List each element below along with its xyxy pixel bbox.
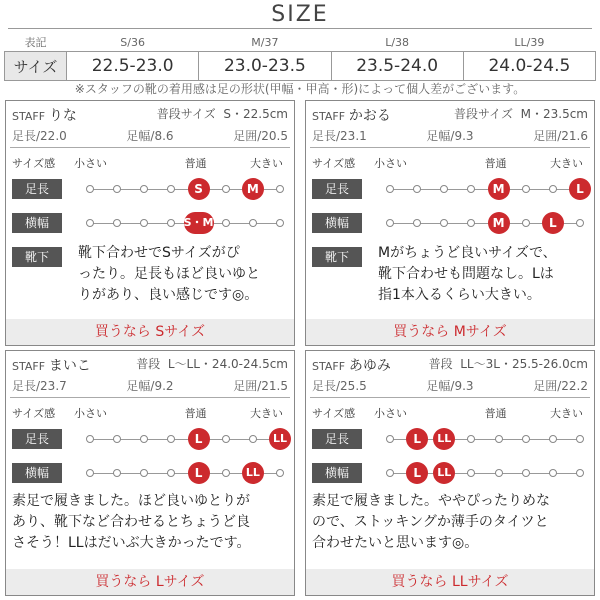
- purchase-verdict: 買うなら Mサイズ: [306, 319, 594, 345]
- scale-dot: [222, 435, 230, 443]
- scale-dot: [549, 469, 557, 477]
- fit-scale-header: [312, 155, 588, 169]
- scale-dot: [495, 435, 503, 443]
- scale-dot: [249, 435, 257, 443]
- scale-dot: [113, 219, 121, 227]
- staff-header: [12, 105, 288, 125]
- foot-width: 足幅/8.6: [126, 129, 174, 143]
- foot-width: 足幅/9.2: [126, 379, 174, 393]
- scale-dot: [413, 219, 421, 227]
- scale-dot: [549, 185, 557, 193]
- comment-line: Mがちょうど良いサイズで、: [378, 245, 557, 261]
- staff-comment: [378, 243, 590, 306]
- staff-card: [5, 100, 295, 346]
- page-title: SIZE: [271, 2, 329, 27]
- scale-dot: [222, 219, 230, 227]
- foot-width: 足幅/9.3: [426, 379, 474, 393]
- scale-small: 小さい: [74, 407, 107, 420]
- row-label-socks: 靴下: [312, 247, 362, 267]
- usual-size-label: 普段サイズ: [453, 107, 513, 121]
- card-divider: [310, 147, 590, 148]
- usual-size-value: M・23.5cm: [520, 107, 588, 121]
- usual-size: [454, 105, 588, 122]
- scale-dot: [467, 219, 475, 227]
- staff-card: [305, 350, 595, 596]
- fit-marker: LL: [242, 462, 264, 484]
- foot-length: 足長/23.1: [312, 129, 367, 143]
- scale-dot: [386, 435, 394, 443]
- foot-length: 足長/23.7: [12, 379, 67, 393]
- scale-large: 大きい: [250, 157, 283, 170]
- row-label-length: 足長: [12, 179, 62, 199]
- scale-dot: [522, 219, 530, 227]
- scale-large: 大きい: [550, 407, 583, 420]
- scale-dot: [576, 435, 584, 443]
- scale-dot: [276, 185, 284, 193]
- scale-dot: [276, 219, 284, 227]
- fit-marker: L: [188, 428, 210, 450]
- staff-comment: [78, 243, 290, 306]
- scale-small: 小さい: [374, 157, 407, 170]
- scale-dot: [167, 435, 175, 443]
- staff-name: りな: [48, 108, 77, 124]
- size-range: 24.0-24.5: [463, 52, 595, 81]
- staff-name: かおる: [348, 108, 391, 124]
- scale-dot: [222, 185, 230, 193]
- staff-label: STAFF: [12, 110, 46, 123]
- fit-marker: L: [406, 462, 428, 484]
- scale-dot: [276, 469, 284, 477]
- size-code: L/38: [331, 33, 463, 52]
- foot-length: 足長/25.5: [312, 379, 367, 393]
- staff-label: STAFF: [12, 360, 46, 373]
- comment-line: 靴下合わせでSサイズがぴ: [78, 245, 240, 261]
- size-range: 22.5-23.0: [67, 52, 199, 81]
- size-code: LL/39: [463, 33, 595, 52]
- scale-dot: [113, 435, 121, 443]
- comment-line: りがあり、良い感じです◎。: [78, 287, 259, 303]
- scale-small: 小さい: [74, 157, 107, 170]
- staff-card: [305, 100, 595, 346]
- scale-dot: [522, 469, 530, 477]
- foot-measurements: [312, 377, 588, 394]
- scale-dot: [86, 469, 94, 477]
- comment-line: ので、ストッキングか薄手のタイツと: [312, 514, 549, 530]
- staff-label: STAFF: [312, 110, 346, 123]
- comment-line: 靴下合わせも問題なし。Lは: [378, 266, 554, 282]
- purchase-verdict: 買うなら Sサイズ: [6, 319, 294, 345]
- staff-header: [312, 355, 588, 375]
- scale-dot: [386, 469, 394, 477]
- scale-dot: [140, 469, 148, 477]
- usual-size: [157, 105, 288, 122]
- foot-measurements: [12, 377, 288, 394]
- card-divider: [310, 397, 590, 398]
- foot-measurements: [12, 127, 288, 144]
- scale-dot: [467, 469, 475, 477]
- foot-length: 足長/22.0: [12, 129, 67, 143]
- scale-title: サイズ感: [12, 157, 56, 170]
- comment-line: あり、靴下など合わせるとちょうど良: [12, 514, 250, 530]
- foot-girth: 足囲/21.5: [233, 379, 288, 393]
- usual-size-value: LL〜3L・25.5-26.0cm: [460, 357, 588, 371]
- size-table-header-label: 表記: [5, 33, 67, 52]
- scale-dot: [167, 469, 175, 477]
- comment-line: ったり。足長もほど良いゆと: [78, 266, 260, 282]
- fit-marker: L: [542, 212, 564, 234]
- row-label-width: 横幅: [12, 463, 62, 483]
- scale-dot: [467, 185, 475, 193]
- scale-dot: [413, 185, 421, 193]
- scale-dot: [549, 435, 557, 443]
- scale-dot: [522, 435, 530, 443]
- fit-scale-header: [12, 155, 288, 169]
- staff-name: あゆみ: [348, 358, 391, 374]
- scale-dot: [576, 219, 584, 227]
- scale-normal: 普通: [184, 407, 207, 420]
- usual-size-value: L〜LL・24.0-24.5cm: [167, 357, 288, 371]
- scale-dot: [113, 185, 121, 193]
- scale-dot: [113, 469, 121, 477]
- staff-comment: [12, 491, 290, 554]
- scale-dot: [522, 185, 530, 193]
- scale-dot: [467, 435, 475, 443]
- size-range: 23.0-23.5: [199, 52, 331, 81]
- foot-girth: 足囲/22.2: [533, 379, 588, 393]
- foot-width: 足幅/9.3: [426, 129, 474, 143]
- staff-comment: [312, 491, 590, 554]
- scale-normal: 普通: [184, 157, 207, 170]
- scale-dot: [86, 435, 94, 443]
- usual-size: [429, 355, 588, 372]
- usual-size-label: 普段サイズ: [156, 107, 216, 121]
- scale-dot: [86, 219, 94, 227]
- scale-title: サイズ感: [312, 157, 356, 170]
- fit-scale-header: [312, 405, 588, 419]
- fit-marker: LL: [269, 428, 291, 450]
- scale-dot: [167, 185, 175, 193]
- scale-dot: [386, 185, 394, 193]
- scale-dot: [140, 219, 148, 227]
- fit-marker: M: [488, 212, 510, 234]
- scale-dot: [440, 185, 448, 193]
- fit-marker: L: [569, 178, 591, 200]
- usual-size: [136, 355, 288, 372]
- fit-scale-header: [12, 405, 288, 419]
- size-code: M/37: [199, 33, 331, 52]
- card-divider: [10, 397, 290, 398]
- fit-marker: M: [242, 178, 264, 200]
- title-divider: [8, 28, 592, 29]
- scale-dot: [440, 219, 448, 227]
- scale-dot: [249, 219, 257, 227]
- staff-card: [5, 350, 295, 596]
- foot-girth: 足囲/20.5: [233, 129, 288, 143]
- fit-marker: L: [406, 428, 428, 450]
- row-label-width: 横幅: [312, 213, 362, 233]
- row-label-socks: 靴下: [12, 247, 62, 267]
- scale-title: サイズ感: [12, 407, 56, 420]
- row-label-length: 足長: [12, 429, 62, 449]
- staff-header: [312, 105, 588, 125]
- comment-line: さそう！LLはだいぶ大きかったです。: [12, 535, 251, 551]
- fit-marker: M: [488, 178, 510, 200]
- size-table: [4, 33, 596, 81]
- usual-size-value: S・22.5cm: [223, 107, 288, 121]
- row-label-length: 足長: [312, 429, 362, 449]
- row-label-length: 足長: [312, 179, 362, 199]
- size-range: 23.5-24.0: [331, 52, 463, 81]
- scale-dot: [140, 185, 148, 193]
- fit-marker: S: [188, 178, 210, 200]
- scale-dot: [576, 469, 584, 477]
- scale-dot: [167, 219, 175, 227]
- scale-dot: [86, 185, 94, 193]
- comment-line: 素足で履きました。ほど良いゆとりが: [12, 493, 250, 509]
- comment-line: 合わせたいと思います◎。: [312, 535, 479, 551]
- usual-size-label: 普段: [428, 357, 453, 371]
- fit-marker: L: [188, 462, 210, 484]
- purchase-verdict: 買うなら LLサイズ: [306, 569, 594, 595]
- card-divider: [10, 147, 290, 148]
- scale-title: サイズ感: [312, 407, 356, 420]
- scale-dot: [495, 469, 503, 477]
- fit-marker: S・M: [184, 212, 214, 234]
- fit-marker: LL: [433, 428, 455, 450]
- staff-label: STAFF: [312, 360, 346, 373]
- comment-line: 指1本入るくらい大きい。: [378, 287, 541, 303]
- scale-dot: [222, 469, 230, 477]
- scale-normal: 普通: [484, 407, 507, 420]
- scale-large: 大きい: [550, 157, 583, 170]
- fit-note: ※スタッフの靴の着用感は足の形状(甲幅・甲高・形)によって個人差がございます。: [74, 82, 526, 96]
- scale-large: 大きい: [250, 407, 283, 420]
- size-table-row-label: サイズ: [5, 52, 67, 81]
- foot-girth: 足囲/21.6: [533, 129, 588, 143]
- comment-line: 素足で履きました。ややぴったりめな: [312, 493, 550, 509]
- foot-measurements: [312, 127, 588, 144]
- row-label-width: 横幅: [312, 463, 362, 483]
- fit-marker: LL: [433, 462, 455, 484]
- staff-name: まいこ: [48, 358, 91, 374]
- row-label-width: 横幅: [12, 213, 62, 233]
- staff-header: [12, 355, 288, 375]
- purchase-verdict: 買うなら Lサイズ: [6, 569, 294, 595]
- scale-dot: [386, 219, 394, 227]
- usual-size-label: 普段: [136, 357, 161, 371]
- size-code: S/36: [67, 33, 199, 52]
- scale-small: 小さい: [374, 407, 407, 420]
- scale-dot: [140, 435, 148, 443]
- scale-normal: 普通: [484, 157, 507, 170]
